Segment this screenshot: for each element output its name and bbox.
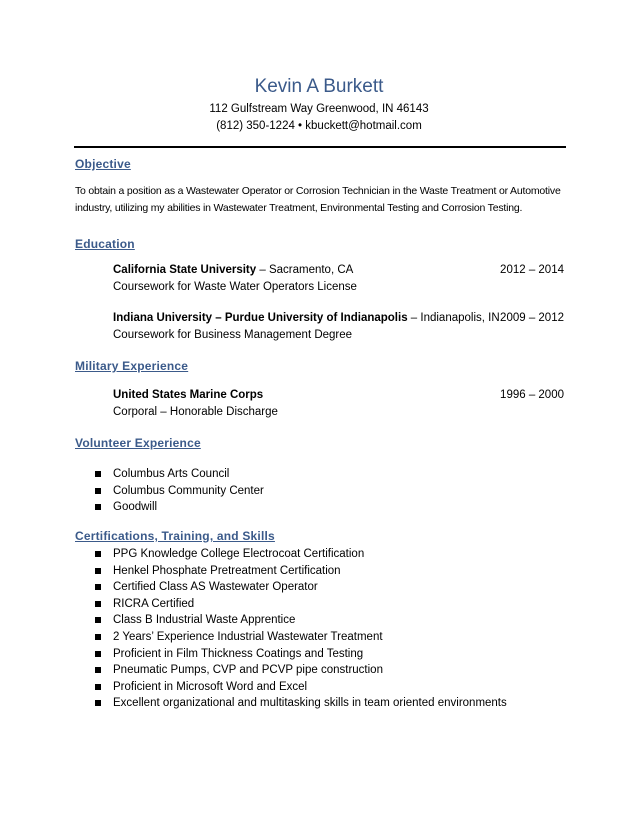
list-item bbox=[95, 679, 507, 696]
education-entry-1-detail: Coursework for Waste Water Operators License bbox=[113, 281, 357, 293]
school-name: Indiana University – Purdue University of Indianapolis bbox=[113, 312, 408, 324]
certification-item: RICRA Certified bbox=[113, 597, 195, 610]
certification-item: Henkel Phosphate Pretreatment Certification bbox=[113, 564, 341, 577]
military-entry-dates: 1996 – 2000 bbox=[500, 389, 564, 401]
list-item bbox=[95, 695, 507, 712]
list-item bbox=[95, 563, 507, 580]
certifications-list bbox=[95, 546, 507, 712]
education-entry-2-title bbox=[113, 312, 565, 324]
education-entry-1-title bbox=[113, 264, 565, 276]
volunteer-list bbox=[95, 466, 264, 516]
address-line: 112 Gulfstream Way Greenwood, IN 46143 bbox=[209, 103, 429, 115]
square-bullet-icon bbox=[95, 551, 101, 557]
square-bullet-icon bbox=[95, 651, 101, 657]
certification-item: Proficient in Microsoft Word and Excel bbox=[113, 680, 308, 693]
school-name: California State University bbox=[113, 264, 257, 276]
certification-item: Proficient in Film Thickness Coatings and Testing bbox=[113, 647, 364, 660]
education-entry-2-dates: 2009 – 2012 bbox=[500, 312, 564, 324]
objective-heading: Objective bbox=[75, 157, 131, 171]
header-divider bbox=[74, 146, 566, 148]
square-bullet-icon bbox=[95, 700, 101, 706]
square-bullet-icon bbox=[95, 568, 101, 574]
education-heading: Education bbox=[75, 237, 135, 251]
list-item bbox=[95, 579, 507, 596]
military-entry-detail: Corporal – Honorable Discharge bbox=[113, 406, 278, 418]
list-item bbox=[95, 596, 507, 613]
military-entry-title bbox=[113, 389, 565, 401]
square-bullet-icon bbox=[95, 584, 101, 590]
square-bullet-icon bbox=[95, 504, 101, 510]
list-item bbox=[95, 646, 507, 663]
education-entry-2-detail: Coursework for Business Management Degree bbox=[113, 329, 353, 341]
school-location: – Indianapolis, IN bbox=[407, 312, 500, 324]
military-heading: Military Experience bbox=[75, 359, 189, 373]
certification-item: 2 Years’ Experience Industrial Wastewater Treatment bbox=[113, 630, 383, 643]
list-item bbox=[95, 483, 264, 500]
certifications-heading: Certifications, Training, and Skills bbox=[75, 529, 275, 543]
objective-text: To obtain a position as a Wastewater Operator or Corrosion Technician in the Waste Treatment or Automotive industry, utilizing my abilities in Wastewater Treatment, Environmental Testing and Corrosion Testing. bbox=[75, 185, 561, 214]
education-entry-1-dates: 2012 – 2014 bbox=[500, 264, 564, 276]
school-location: – Sacramento, CA bbox=[256, 264, 354, 276]
square-bullet-icon bbox=[95, 601, 101, 607]
square-bullet-icon bbox=[95, 617, 101, 623]
square-bullet-icon bbox=[95, 488, 101, 494]
certification-item: Excellent organizational and multitasking skills in team oriented environments bbox=[113, 697, 507, 710]
military-org: United States Marine Corps bbox=[113, 389, 264, 401]
list-item bbox=[95, 612, 507, 629]
certification-item: Class B Industrial Waste Apprentice bbox=[113, 614, 296, 627]
volunteer-item: Goodwill bbox=[113, 501, 158, 514]
list-item bbox=[95, 662, 507, 679]
square-bullet-icon bbox=[95, 684, 101, 690]
square-bullet-icon bbox=[95, 634, 101, 640]
certification-item: Certified Class AS Wastewater Operator bbox=[113, 581, 318, 594]
list-item bbox=[95, 466, 264, 483]
list-item bbox=[95, 499, 264, 516]
certification-item: PPG Knowledge College Electrocoat Certification bbox=[113, 548, 365, 560]
list-item bbox=[95, 629, 507, 646]
volunteer-heading: Volunteer Experience bbox=[75, 436, 201, 450]
list-item bbox=[95, 546, 507, 563]
applicant-name: Kevin A Burkett bbox=[254, 76, 384, 97]
volunteer-item: Columbus Arts Council bbox=[113, 468, 230, 480]
square-bullet-icon bbox=[95, 471, 101, 477]
square-bullet-icon bbox=[95, 667, 101, 673]
certification-item: Pneumatic Pumps, CVP and PCVP pipe construction bbox=[113, 664, 383, 677]
phone-email-line: (812) 350-1224 • kbuckett@hotmail.com bbox=[216, 120, 422, 132]
volunteer-item: Columbus Community Center bbox=[113, 484, 264, 497]
